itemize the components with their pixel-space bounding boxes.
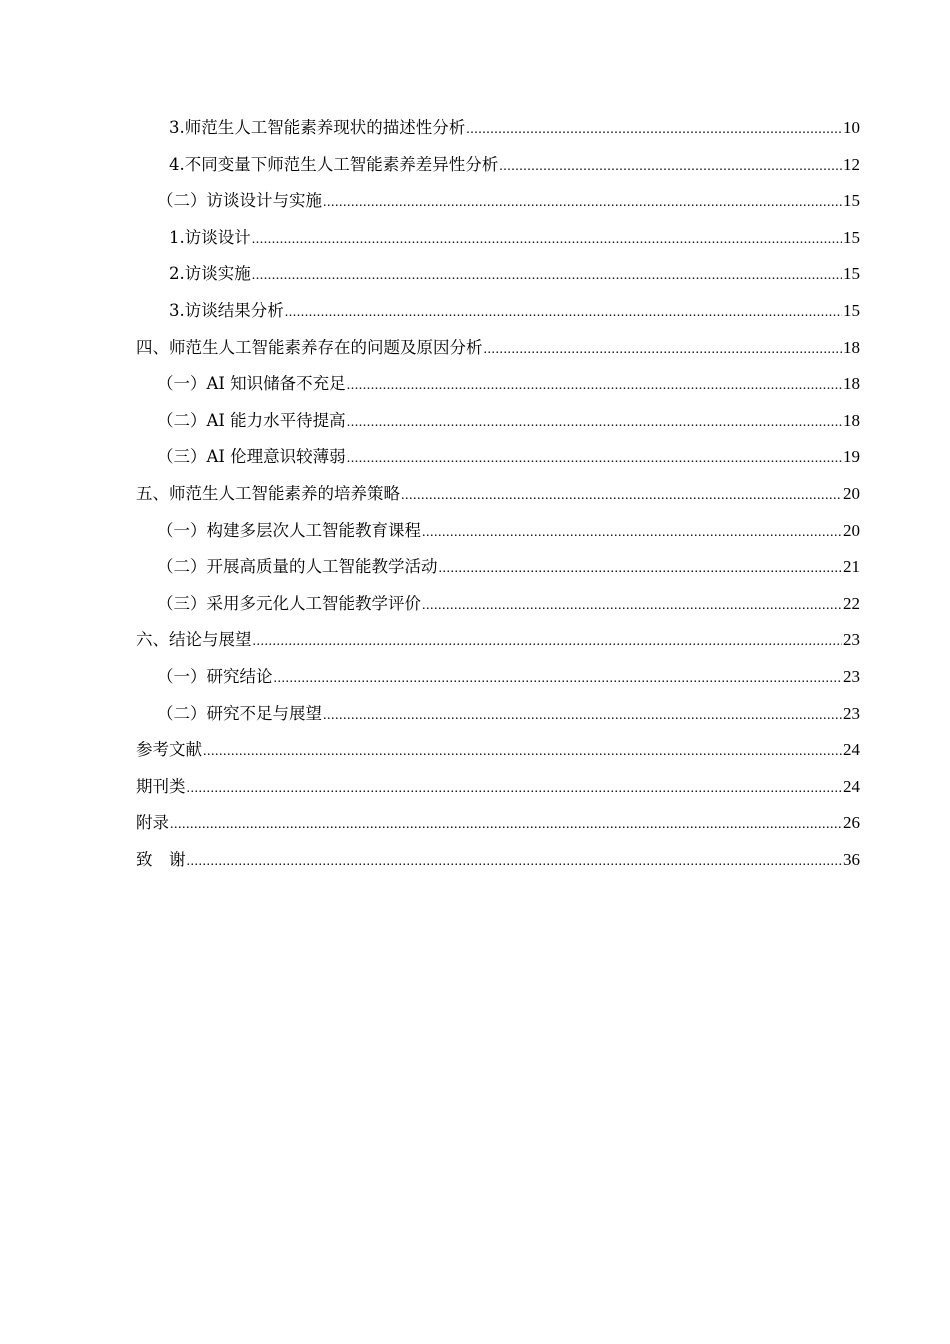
toc-entry-title: （一）构建多层次人工智能教育课程: [157, 520, 421, 540]
toc-entry-title: 致 谢: [136, 849, 186, 869]
toc-entry-page: 24: [843, 776, 860, 796]
toc-dot-leader: [422, 518, 842, 548]
toc-entry-page: 15: [843, 264, 860, 284]
toc-dot-leader: [252, 261, 842, 291]
toc-entry[interactable]: [136, 552, 860, 589]
toc-entry-title: 五、师范生人工智能素养的培养策略: [136, 483, 400, 503]
toc-entry-title: （一）研究结论: [157, 666, 273, 686]
toc-dot-leader: [274, 664, 843, 694]
toc-entry[interactable]: [136, 406, 860, 443]
toc-entry-page: 36: [843, 849, 860, 869]
toc-entry-title: 1.访谈设计: [169, 227, 251, 247]
toc-entry-title: （二）研究不足与展望: [157, 703, 322, 723]
toc-entry-page: 18: [843, 374, 860, 394]
toc-entry[interactable]: [136, 589, 860, 626]
toc-entry-title: 四、师范生人工智能素养存在的问题及原因分析: [136, 337, 483, 357]
toc-entry[interactable]: [136, 333, 860, 370]
toc-dot-leader: [253, 627, 843, 657]
toc-entry-page: 21: [843, 557, 860, 577]
toc-entry[interactable]: [136, 369, 860, 406]
toc-dot-leader: [347, 371, 842, 401]
toc-dot-leader: [203, 737, 842, 767]
toc-entry-title: 六、结论与展望: [136, 630, 252, 650]
toc-entry-page: 18: [843, 337, 860, 357]
toc-entry[interactable]: [136, 442, 860, 479]
toc-entry-page: 18: [843, 410, 860, 430]
toc-dot-leader: [323, 701, 842, 731]
toc-dot-leader: [484, 335, 843, 365]
toc-entry-title: （一）AI 知识储备不充足: [157, 374, 346, 394]
toc-entry[interactable]: [136, 150, 860, 187]
toc-dot-leader: [170, 810, 842, 840]
toc-entry[interactable]: [136, 735, 860, 772]
toc-entry[interactable]: [136, 772, 860, 809]
toc-entry-page: 19: [843, 447, 860, 467]
toc-entry-page: 15: [843, 227, 860, 247]
toc-entry[interactable]: [136, 113, 860, 150]
toc-entry-page: 23: [843, 630, 860, 650]
toc-entry-title: 参考文献: [136, 740, 202, 760]
toc-entry-title: （二）访谈设计与实施: [157, 191, 322, 211]
toc-entry[interactable]: [136, 186, 860, 223]
toc-dot-leader: [187, 847, 843, 877]
toc-entry-title: （三）AI 伦理意识较薄弱: [157, 447, 346, 467]
toc-entry-title: 期刊类: [136, 776, 186, 796]
toc-entry-title: （二）AI 能力水平待提高: [157, 410, 346, 430]
toc-dot-leader: [285, 298, 842, 328]
toc-entry[interactable]: [136, 699, 860, 736]
toc-entry-page: 20: [843, 483, 860, 503]
toc-dot-leader: [466, 115, 842, 145]
toc-entry[interactable]: [136, 296, 860, 333]
toc-entry[interactable]: [136, 479, 860, 516]
toc-entry-page: 10: [843, 118, 860, 137]
toc-entry[interactable]: [136, 223, 860, 260]
toc-dot-leader: [439, 554, 843, 584]
toc-entry-page: 22: [843, 593, 860, 613]
toc-dot-leader: [347, 444, 842, 474]
toc-entry[interactable]: [136, 662, 860, 699]
toc-entry-title: 附录: [136, 813, 169, 833]
toc-entry-page: 23: [843, 703, 860, 723]
toc-entry-page: 24: [843, 740, 860, 760]
toc-dot-leader: [187, 774, 843, 804]
toc-entry-page: 23: [843, 666, 860, 686]
toc-dot-leader: [347, 408, 842, 438]
toc-dot-leader: [401, 481, 842, 511]
toc-dot-leader: [252, 225, 842, 255]
toc-entry-title: （三）采用多元化人工智能教学评价: [157, 593, 421, 613]
toc-entry-page: 26: [843, 813, 860, 833]
toc-dot-leader: [499, 152, 842, 182]
toc-dot-leader: [422, 591, 842, 621]
toc-entry[interactable]: [136, 625, 860, 662]
toc-entry-title: 3.师范生人工智能素养现状的描述性分析: [169, 118, 466, 137]
toc-entry[interactable]: [136, 808, 860, 845]
toc-entry-title: 3.访谈结果分析: [169, 300, 284, 320]
toc-dot-leader: [323, 188, 842, 218]
toc-entry-page: 15: [843, 191, 860, 211]
toc-entry-page: 15: [843, 300, 860, 320]
toc-entry-title: 2.访谈实施: [169, 264, 251, 284]
toc-entry-page: 12: [843, 154, 860, 174]
toc-entry-title: 4.不同变量下师范生人工智能素养差异性分析: [169, 154, 499, 174]
toc-entry-title: （二）开展高质量的人工智能教学活动: [157, 557, 438, 577]
table-of-contents: [136, 113, 860, 881]
toc-entry-page: 20: [843, 520, 860, 540]
toc-entry[interactable]: [136, 516, 860, 553]
toc-entry[interactable]: [136, 845, 860, 882]
toc-entry[interactable]: [136, 259, 860, 296]
